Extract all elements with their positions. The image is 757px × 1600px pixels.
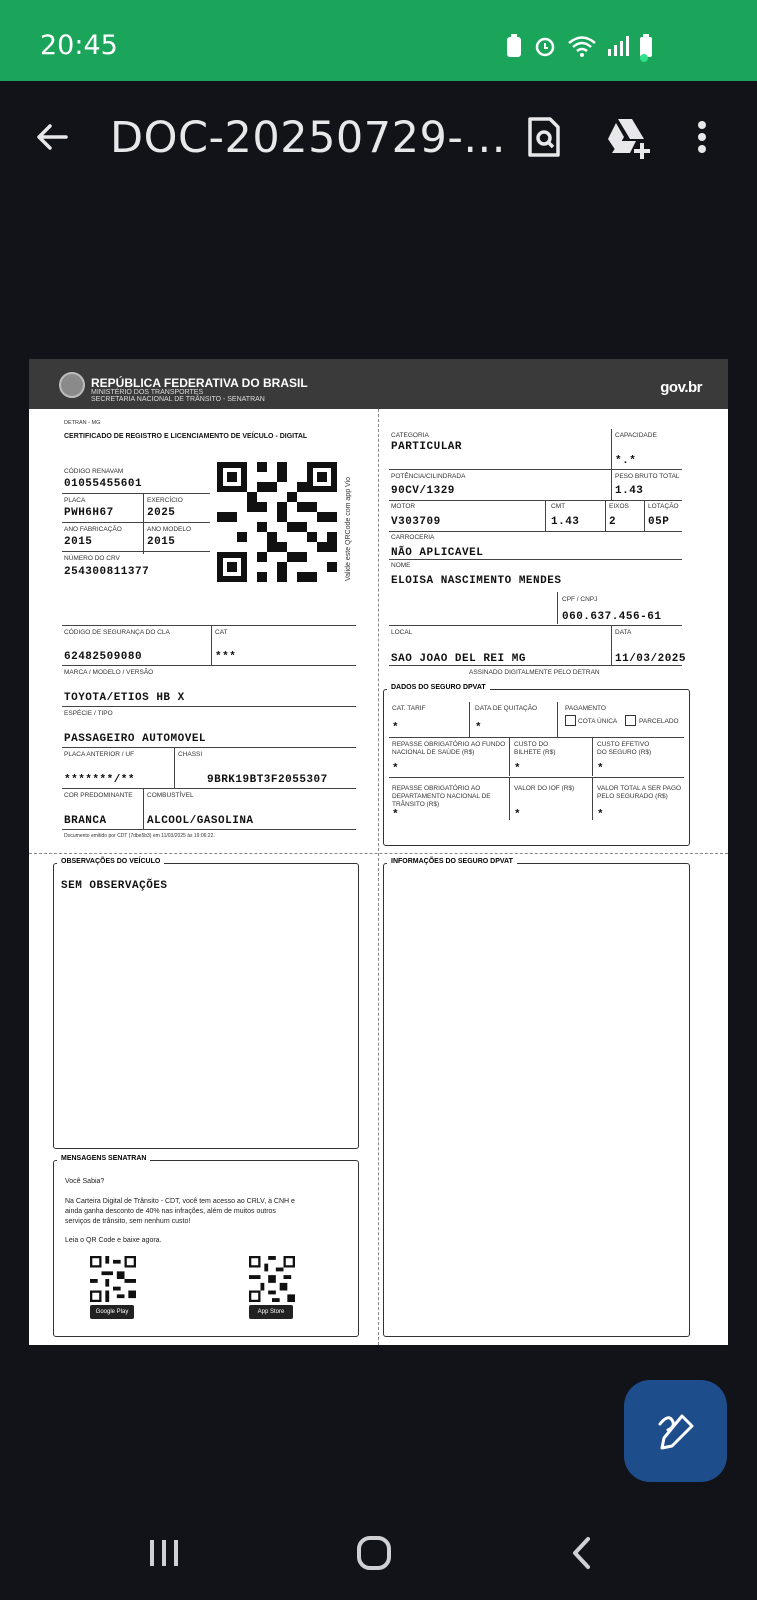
info-dpvat-title: INFORMAÇÕES DO SEGURO DPVAT <box>387 858 517 865</box>
dpvat-box <box>383 689 690 846</box>
info-dpvat-box <box>383 863 690 1337</box>
data-label: DATA <box>615 629 632 636</box>
horizontal-cut-line <box>29 853 728 854</box>
custo-bilhete-value: * <box>514 763 522 775</box>
quitacao-value: * <box>475 722 483 734</box>
peso-label: PESO BRUTO TOTAL <box>615 473 680 480</box>
google-play-badge[interactable] <box>90 1305 134 1319</box>
parcelado-label: PARCELADO <box>639 718 679 725</box>
back-nav-icon[interactable] <box>570 1536 592 1570</box>
nome-value: ELOISA NASCIMENTO MENDES <box>391 575 562 587</box>
nome-label: NOME <box>391 562 411 569</box>
motor-label: MOTOR <box>391 503 416 510</box>
cat-label: CAT <box>215 629 228 636</box>
document-search-icon[interactable] <box>520 113 568 161</box>
signal-icon <box>607 35 629 57</box>
eixos-label: EIXOS <box>609 503 629 510</box>
cota-unica-checkbox[interactable] <box>565 715 576 726</box>
repasse-dnt-label: REPASSE OBRIGATÓRIO AO DEPARTAMENTO NACIONAL DE TRÂNSITO (R$) <box>392 785 491 808</box>
battery-saver-icon <box>505 34 523 58</box>
capacidade-value: *.* <box>615 455 637 467</box>
recents-icon[interactable] <box>148 1538 180 1568</box>
cpf-value: 060.637.456-61 <box>562 611 662 623</box>
potencia-label: POTÊNCIA/CILINDRADA <box>391 473 466 480</box>
placa-anterior-value: *******/** <box>64 774 136 786</box>
senatran-p2a: Na Carteira Digital de Trânsito - CDT, você tem acesso ao CRLV, à CNH e <box>65 1198 295 1205</box>
senatran-p2b: ainda ganha desconto de 40% nas infrações, além de muitos outros <box>65 1208 276 1215</box>
capacidade-label: CAPACIDADE <box>615 432 657 439</box>
cmt-label: CMT <box>551 503 566 510</box>
vertical-cut-line <box>378 409 379 1345</box>
iof-label: VALOR DO IOF (R$) <box>514 785 575 792</box>
document-header <box>29 359 728 409</box>
qr-caption: Valide este QRCode com app Vio <box>345 476 352 581</box>
ano-fabricacao-label: ANO FABRICAÇÃO <box>64 526 122 533</box>
senatran-p2c: serviços de trânsito, sem nenhum custo! <box>65 1218 191 1225</box>
app-bar <box>0 81 757 196</box>
motor-value: V303709 <box>391 516 441 528</box>
ano-modelo-value: 2015 <box>147 536 176 548</box>
detran-label: DETRAN - MG <box>64 420 101 426</box>
alarm-icon <box>533 34 557 58</box>
categoria-value: PARTICULAR <box>391 441 463 453</box>
header-subtitle-ministry: MINISTÉRIO DOS TRANSPORTES <box>91 389 204 396</box>
app-store-label: App Store <box>257 1309 285 1315</box>
combustivel-value: ALCOOL/GASOLINA <box>147 815 254 827</box>
cla-value: 62482509080 <box>64 651 143 663</box>
govbr-logo: gov.br <box>660 379 702 396</box>
google-play-qrcode-icon <box>90 1256 136 1302</box>
ano-fabricacao-value: 2015 <box>64 536 93 548</box>
lotacao-value: 05P <box>648 516 670 528</box>
renavam-label: CÓDIGO RENAVAM <box>64 468 124 475</box>
cla-label: CÓDIGO DE SEGURANÇA DO CLA <box>64 629 170 636</box>
notification-dot <box>640 54 648 62</box>
cota-unica-label: COTA ÚNICA <box>578 718 618 725</box>
cat-tarif-label: CAT. TARIF <box>392 705 426 712</box>
custo-efetivo-value: * <box>597 763 605 775</box>
eixos-value: 2 <box>609 516 617 528</box>
renavam-value: 01055455601 <box>64 478 143 490</box>
repasse-fns-label: REPASSE OBRIGATÓRIO AO FUNDO NACIONAL DE SAÚDE (R$) <box>392 741 506 756</box>
iof-value: * <box>514 809 522 821</box>
ano-modelo-label: ANO MODELO <box>147 526 192 533</box>
total-value: * <box>597 809 605 821</box>
assinado-note: ASSINADO DIGITALMENTE PELO DETRAN <box>469 669 600 676</box>
data-value: 11/03/2025 <box>615 653 687 665</box>
qrcode-icon <box>217 462 337 582</box>
dpvat-title: DADOS DO SEGURO DPVAT <box>387 684 490 691</box>
app-store-qrcode-icon <box>249 1256 295 1302</box>
wifi-icon <box>567 35 597 57</box>
cor-value: BRANCA <box>64 815 107 827</box>
senatran-title: MENSAGENS SENATRAN <box>57 1155 150 1162</box>
chassi-value: 9BRK19BT3F2055307 <box>207 774 328 786</box>
categoria-label: CATEGORIA <box>391 432 429 439</box>
crv-value: 254300811377 <box>64 566 150 578</box>
placa-value: PWH6H67 <box>64 507 114 519</box>
especie-label: ESPÉCIE / TIPO <box>64 710 113 717</box>
status-time: 20:45 <box>40 30 118 61</box>
status-icons <box>505 34 653 58</box>
total-label: VALOR TOTAL A SER PAGO PELO SEGURADO (R$) <box>597 785 682 800</box>
combustivel-label: COMBUSTÍVEL <box>147 792 194 799</box>
cpf-label: CPF / CNPJ <box>562 596 598 603</box>
marca-value: TOYOTA/ETIOS HB X <box>64 692 185 704</box>
lotacao-label: LOTAÇÃO <box>648 503 679 510</box>
pen-scribble-icon <box>654 1410 698 1454</box>
custo-bilhete-label: CUSTO DO BILHETE (R$) <box>514 741 556 756</box>
especie-value: PASSAGEIRO AUTOMOVEL <box>64 733 207 745</box>
chassi-label: CHASSI <box>178 751 203 758</box>
document-title: DOC-20250729-... <box>110 113 506 163</box>
header-title: REPÚBLICA FEDERATIVA DO BRASIL <box>91 376 308 390</box>
brazil-emblem-icon <box>59 372 85 398</box>
local-label: LOCAL <box>391 629 413 636</box>
annotate-button[interactable] <box>624 1380 727 1482</box>
observacoes-title: OBSERVAÇÕES DO VEÍCULO <box>57 858 164 865</box>
certificate-title: CERTIFICADO DE REGISTRO E LICENCIAMENTO DE VEÍCULO - DIGITAL <box>64 433 308 440</box>
peso-value: 1.43 <box>615 485 644 497</box>
local-value: SAO JOAO DEL REI MG <box>391 653 526 665</box>
carroceria-value: NÃO APLICAVEL <box>391 547 484 559</box>
placa-label: PLACA <box>64 497 86 504</box>
quitacao-label: DATA DE QUITAÇÃO <box>475 705 538 712</box>
navigation-bar <box>0 1500 757 1600</box>
exercicio-value: 2025 <box>147 507 176 519</box>
marca-label: MARCA / MODELO / VERSÃO <box>64 669 154 676</box>
document-page <box>29 359 728 1345</box>
more-vert-icon[interactable] <box>690 113 714 161</box>
repasse-fns-value: * <box>392 763 400 775</box>
custo-efetivo-label: CUSTO EFETIVO DO SEGURO (R$) <box>597 741 652 756</box>
arrow-back-icon[interactable] <box>30 115 74 159</box>
cor-label: COR PREDOMINANTE <box>64 792 133 799</box>
app-store-badge[interactable] <box>249 1305 293 1319</box>
crv-label: NÚMERO DO CRV <box>64 555 120 562</box>
pagamento-label: PAGAMENTO <box>565 705 606 712</box>
cat-tarif-value: * <box>392 722 400 734</box>
observacoes-text: SEM OBSERVAÇÕES <box>61 880 168 892</box>
cmt-value: 1.43 <box>551 516 580 528</box>
potencia-value: 90CV/1329 <box>391 485 455 497</box>
drive-add-icon[interactable] <box>604 113 656 161</box>
placa-anterior-label: PLACA ANTERIOR / UF <box>64 751 135 758</box>
parcelado-checkbox[interactable] <box>625 715 636 726</box>
emission-note: Documento emitido por CDT (7dbe5b3) em 11/03/2025 às 19:06:22. <box>64 833 215 839</box>
status-bar <box>0 0 757 81</box>
cat-value: *** <box>215 651 237 663</box>
senatran-p3: Leia o QR Code e baixe agora. <box>65 1237 162 1244</box>
observacoes-box <box>53 863 359 1149</box>
exercicio-label: EXERCÍCIO <box>147 497 183 504</box>
repasse-dnt-value: * <box>392 809 400 821</box>
home-icon[interactable] <box>357 1536 391 1570</box>
carroceria-label: CARROCERIA <box>391 534 435 541</box>
senatran-p1: Você Sabia? <box>65 1178 105 1185</box>
google-play-label: Google Play <box>95 1309 129 1315</box>
header-subtitle-senatran: SECRETARIA NACIONAL DE TRÂNSITO - SENATRAN <box>91 396 265 403</box>
